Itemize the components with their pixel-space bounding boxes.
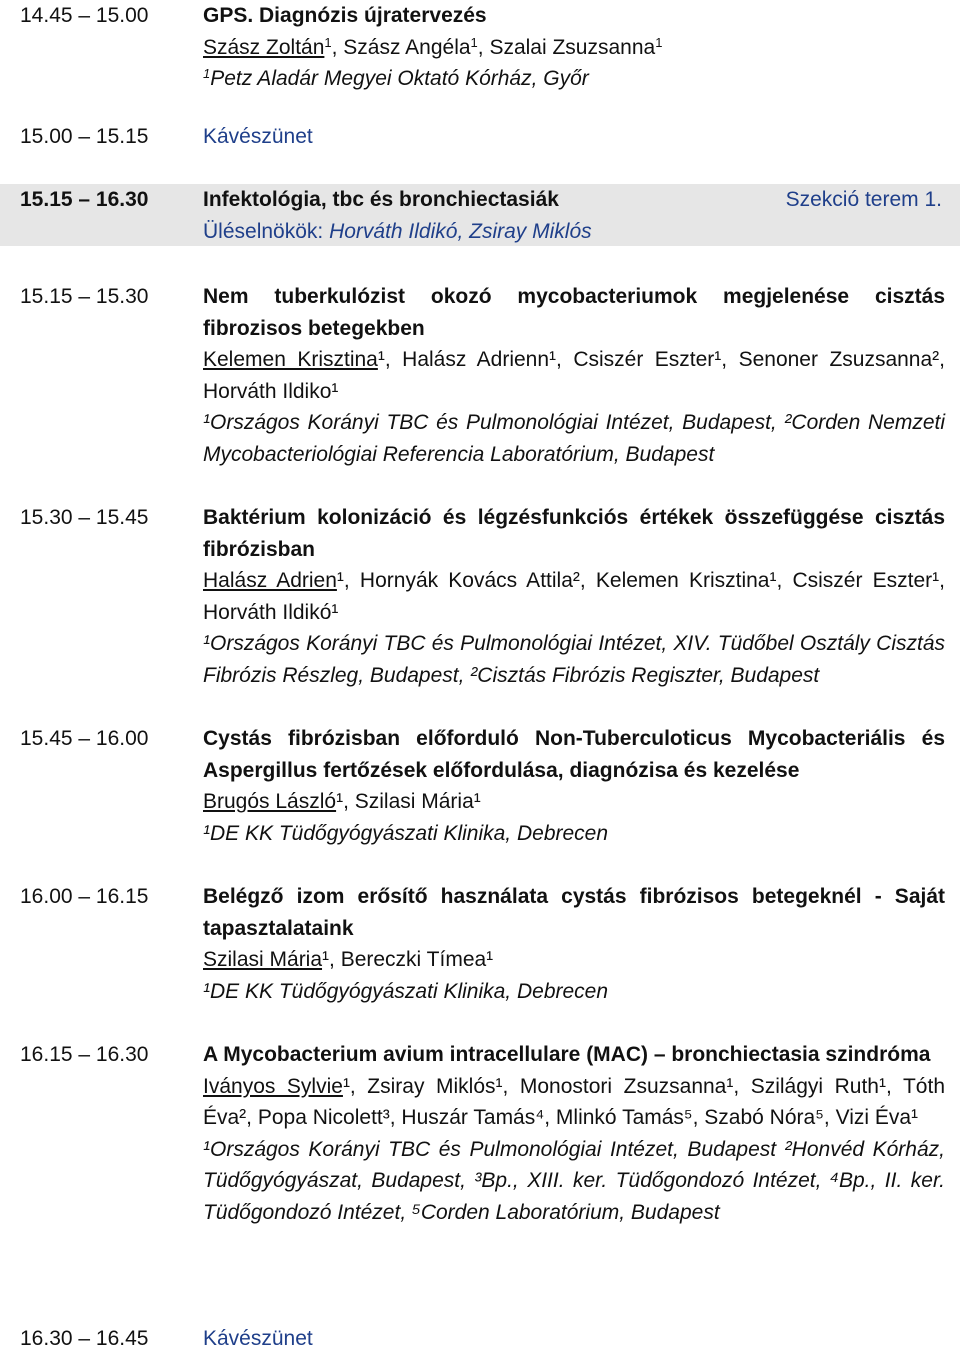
- entry-time: 15.00 – 15.15: [20, 125, 149, 148]
- entry-content: [203, 1039, 945, 1228]
- presenter-name: Halász Adrien: [203, 569, 337, 592]
- entry-affiliation: ¹DE KK Tüdőgyógyászati Klinika, Debrecen: [203, 979, 609, 1003]
- presenter-name: Brugós László: [203, 790, 337, 813]
- entry-affiliation: $^1$Petz Aladár Megyei Oktató Kórház, Győr: [203, 66, 589, 90]
- entry-title: Cystás fibrózisban előforduló Non-Tuberculoticus Mycobacteriális és Aspergillus fertőzések előfordulása, diagnózisa és kezelése: [203, 727, 945, 782]
- entry-affiliation: ¹DE KK Tüdőgyógyászati Klinika, Debrecen: [203, 821, 609, 845]
- entry-time: 16.15 – 16.30: [20, 1043, 149, 1066]
- entry-authors: Brugós László¹, Szilasi Mária¹: [203, 790, 481, 813]
- entry-title: Nem tuberkulózist okozó mycobacteriumok megjelenése cisztás fibrozisos betegekben: [203, 285, 945, 340]
- session-chairs: Üléselnökök: Horváth Ildikó, Zsiray Miklós: [203, 219, 592, 243]
- presenter-name: Kelemen Krisztina: [203, 348, 378, 371]
- entry-title: Baktérium kolonizáció és légzésfunkciós értékek összefüggése cisztás fibrózisban: [203, 506, 945, 561]
- break-label: Kávészünet: [203, 1327, 313, 1350]
- entry-time: 16.30 – 16.45: [20, 1327, 149, 1350]
- presenter-name: Szász Zoltán: [203, 35, 325, 59]
- entry-content: [203, 723, 945, 849]
- entry-time: 15.15 – 15.30: [20, 285, 149, 308]
- entry-title: A Mycobacterium avium intracellulare (MAC) – bronchiectasia szindróma: [203, 1043, 931, 1066]
- session-room: Szekció terem 1.: [785, 188, 942, 211]
- entry-content: [203, 281, 945, 470]
- entry-authors: Szilasi Mária¹, Bereczki Tímea¹: [203, 948, 494, 971]
- entry-time: 15.45 – 16.00: [20, 727, 149, 750]
- entry-content: [203, 881, 945, 1007]
- entry-time: 15.30 – 15.45: [20, 506, 149, 529]
- session-header: [0, 184, 960, 246]
- entry-affiliation: ¹Országos Korányi TBC és Pulmonológiai Intézet, Budapest ²Honvéd Kórház, Tüdőgyógyászat, Budapest, ³Bp., XIII. ker. Tüdőgondozó Intézet, ⁴Bp., II. ker. Tüdőgondozó Intézet, ⁵Corden Laboratórium, Budapest: [203, 1137, 945, 1224]
- entry-time: 16.00 – 16.15: [20, 885, 149, 908]
- presenter-name: Szilasi Mária: [203, 948, 323, 971]
- entry-affiliation: ¹Országos Korányi TBC és Pulmonológiai Intézet, Budapest, ²Corden Nemzeti Mycobacteriológiai Referencia Laboratórium, Budapest: [203, 411, 945, 466]
- entry-content: [203, 502, 945, 691]
- entry-authors: Szász Zoltán$^1$, Szász Angéla$^1$, Szalai Zsuzsanna$^1$: [203, 34, 663, 59]
- session-time: 15.15 – 16.30: [20, 188, 149, 211]
- entry-time: 14.45 – 15.00: [20, 4, 149, 27]
- entry-title: GPS. Diagnózis újratervezés: [203, 4, 487, 27]
- entry-affiliation: ¹Országos Korányi TBC és Pulmonológiai Intézet, XIV. Tüdőbel Osztály Cisztás Fibrózis Részleg, Budapest, ²Cisztás Fibrózis Regiszter, Budapest: [203, 632, 945, 687]
- entry-authors: Kelemen Krisztina¹, Halász Adrienn¹, Csiszér Eszter¹, Senoner Zsuzsanna², Horváth Ildiko¹: [203, 348, 945, 403]
- entry-title: Belégző izom erősítő használata cystás fibrózisos betegeknél - Saját tapasztalataink: [203, 885, 945, 940]
- entry-authors: Iványos Sylvie¹, Zsiray Miklós¹, Monostori Zsuzsanna¹, Szilágyi Ruth¹, Tóth Éva², Popa Nicolett³, Huszár Tamás⁴, Mlinkó Tamás⁵, Szabó Nóra⁵, Vizi Éva¹: [203, 1074, 945, 1129]
- presenter-name: Iványos Sylvie: [203, 1074, 343, 1098]
- entry-authors: Halász Adrien¹, Hornyák Kovács Attila², Kelemen Krisztina¹, Csiszér Eszter¹, Horváth Ildikó¹: [203, 569, 945, 624]
- break-label: Kávészünet: [203, 125, 313, 148]
- session-title: Infektológia, tbc és bronchiectasiák: [203, 188, 559, 211]
- entry-content: [203, 0, 945, 95]
